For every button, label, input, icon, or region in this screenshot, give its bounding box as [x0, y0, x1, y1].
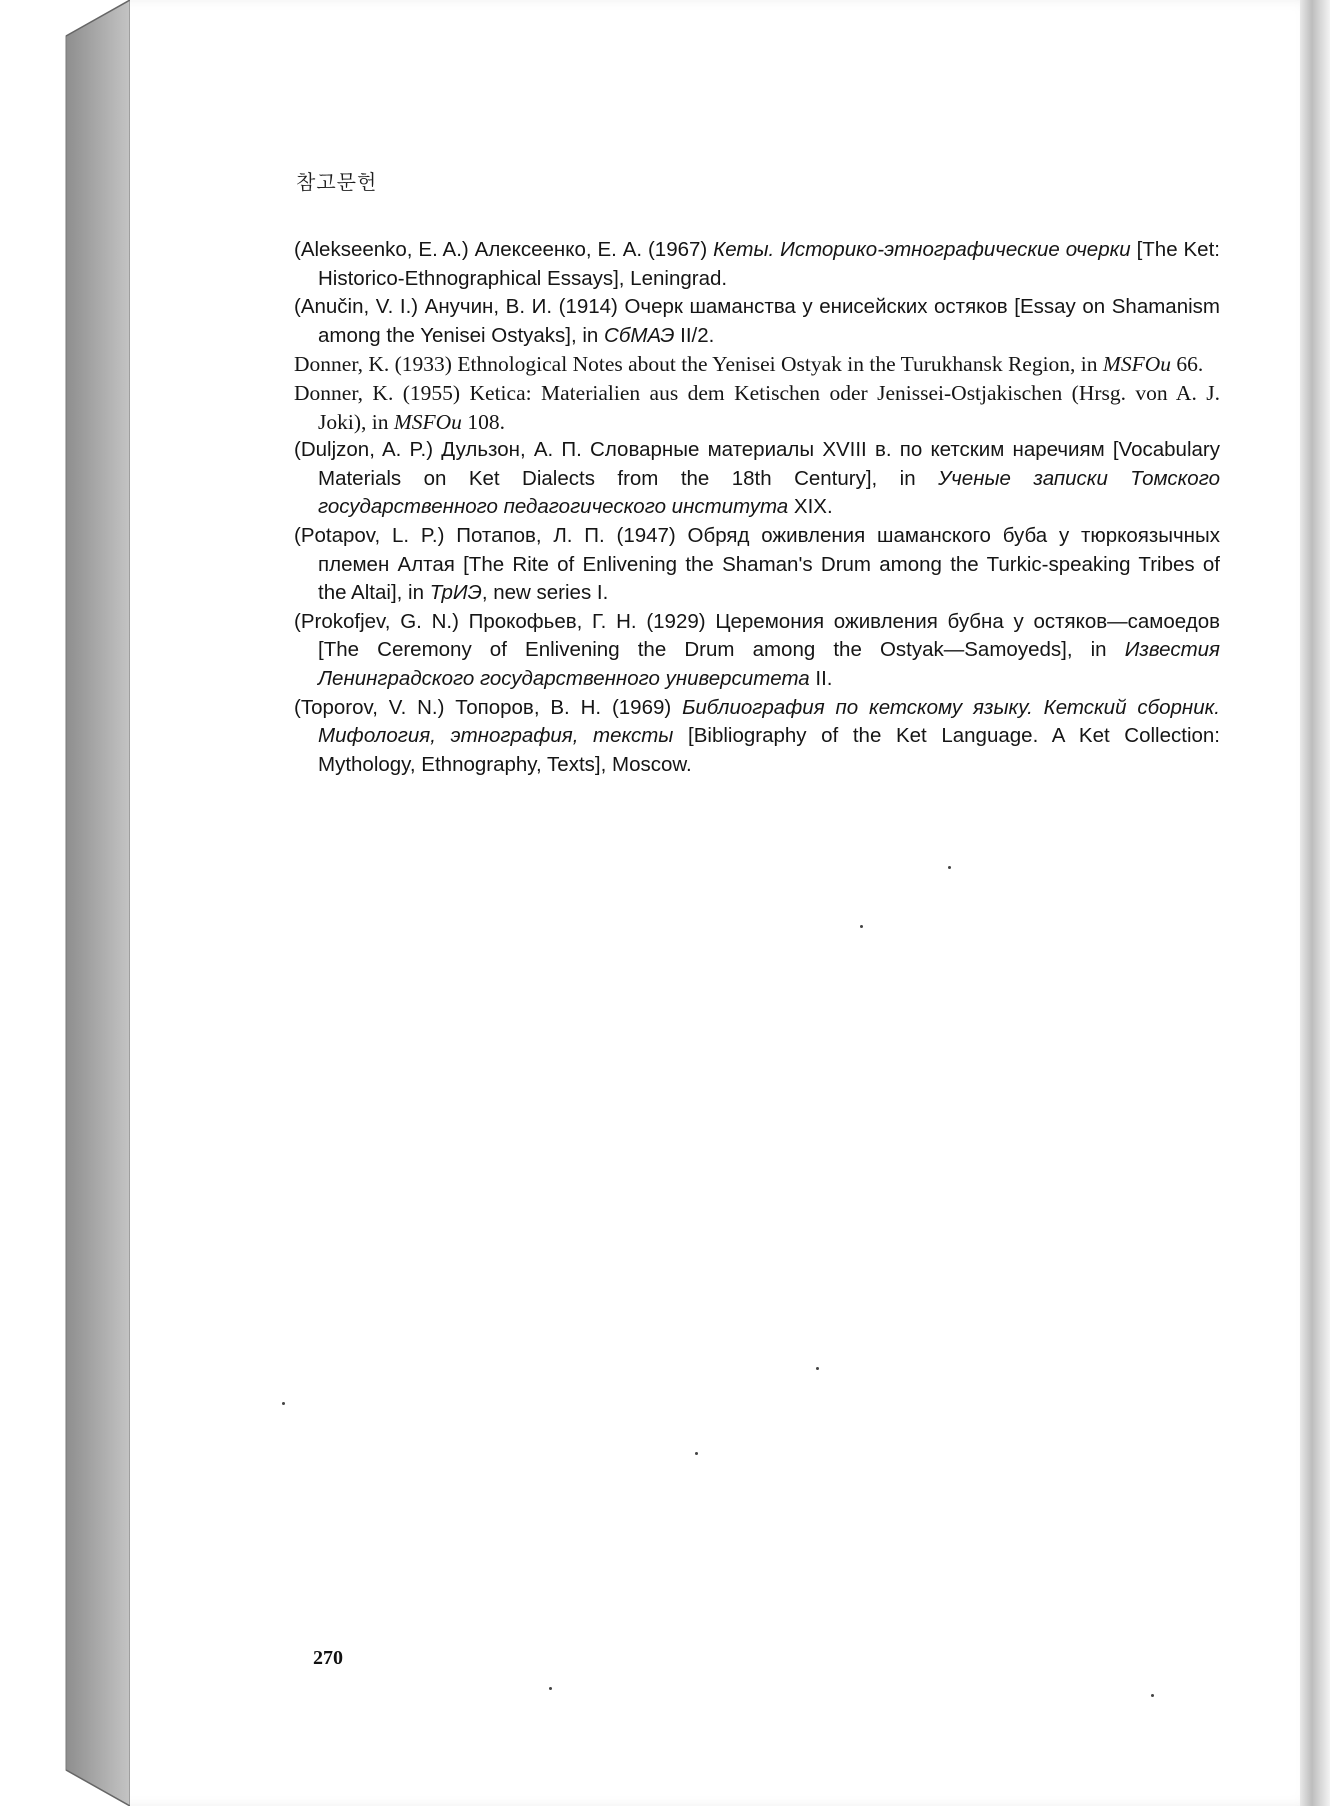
scan-speck — [860, 925, 863, 928]
page-right-edge — [1300, 0, 1330, 1806]
reference-entry — [294, 350, 1220, 379]
reference-entry — [294, 236, 1220, 293]
reference-text: , new series I. — [481, 581, 609, 605]
scan-speck — [282, 1402, 285, 1405]
scan-speck — [948, 866, 951, 869]
reference-text: Donner, K. (1955) Ketica: Materialien aus dem Ketischen oder Jenissei-Ostjakischen (Hrsg. von A. J. Joki), in — [294, 380, 1220, 434]
reference-entry — [294, 694, 1220, 780]
reference-entry — [294, 608, 1220, 694]
reference-list — [294, 236, 1220, 779]
reference-title-italic: Библиография по кетскому языку. Кетский сборник. Мифология, этнография, тексты — [318, 695, 1220, 748]
reference-entry — [294, 379, 1220, 436]
reference-title-italic: Ученые записки Томского государственного педагогического института — [318, 466, 1220, 519]
reference-title-italic: MSFOu — [1102, 352, 1171, 377]
reference-text: (Potapov, L. P.) Потапов, Л. П. (1947) Обряд оживления шаманского буба у тюркоязычных племен Алтая [The Rite of Enlivening the Shaman's Drum among the Turkic-speaking Tribes of the Altai], in — [294, 523, 1220, 605]
reference-text: Donner, K. (1933) Ethnological Notes about the Yenisei Ostyak in the Turukhansk Region, in — [294, 352, 1103, 377]
reference-text: (Toporov, V. N.) Топоров, В. Н. (1969) — [294, 695, 683, 719]
reference-entry — [294, 293, 1220, 350]
reference-title-italic: ТрИЭ — [429, 581, 482, 605]
reference-title-italic: Кеты. Историко-этнографические очерки — [713, 238, 1131, 261]
reference-entry — [294, 436, 1220, 522]
reference-title-italic: СбМАЭ — [604, 323, 675, 347]
reference-text: (Prokofjev, G. N.) Прокофьев, Г. Н. (1929) Церемония оживления бубна у остяков—самоедов [The Ceremony of Enlivening the Drum among the Ostyak—Samoyeds], in — [294, 609, 1220, 662]
reference-title-italic: MSFOu — [393, 409, 462, 434]
reference-text: (Duljzon, A. P.) Дульзон, А. П. Словарные материалы XVIII в. по кетским наречиям [Vocabulary Materials on Ket Dialects from the 18th Century], in — [294, 438, 1220, 490]
reference-text: (Anučin, V. I.) Анучин, В. И. (1914) Очерк шаманства у енисейских остяков [Essay on Shamanism among the Yenisei Ostyaks], in — [294, 295, 1220, 347]
page-number: 270 — [313, 1647, 343, 1669]
section-title: 참고문헌 — [296, 170, 378, 194]
reference-entry — [294, 522, 1220, 608]
reference-text: [The Ket: Historico-Ethnographical Essays], Leningrad. — [318, 238, 1220, 290]
reference-text: XIX. — [788, 495, 833, 519]
reference-text: [Bibliography of the Ket Language. A Ket Collection: Mythology, Ethnography, Texts], Moscow. — [318, 724, 1220, 776]
reference-text: 108. — [461, 409, 505, 434]
reference-title-italic: Известия Ленинградского государственного университета — [318, 638, 1220, 690]
scan-speck — [816, 1367, 819, 1370]
reference-text: II/2. — [674, 323, 715, 347]
reference-text: 66. — [1170, 352, 1204, 377]
scan-speck — [549, 1687, 552, 1690]
reference-text: (Alekseenko, E. A.) Алексеенко, Е. А. (1967) — [294, 238, 714, 261]
reference-text: II. — [809, 666, 833, 690]
scan-speck — [1151, 1694, 1154, 1697]
scan-speck — [695, 1452, 698, 1455]
